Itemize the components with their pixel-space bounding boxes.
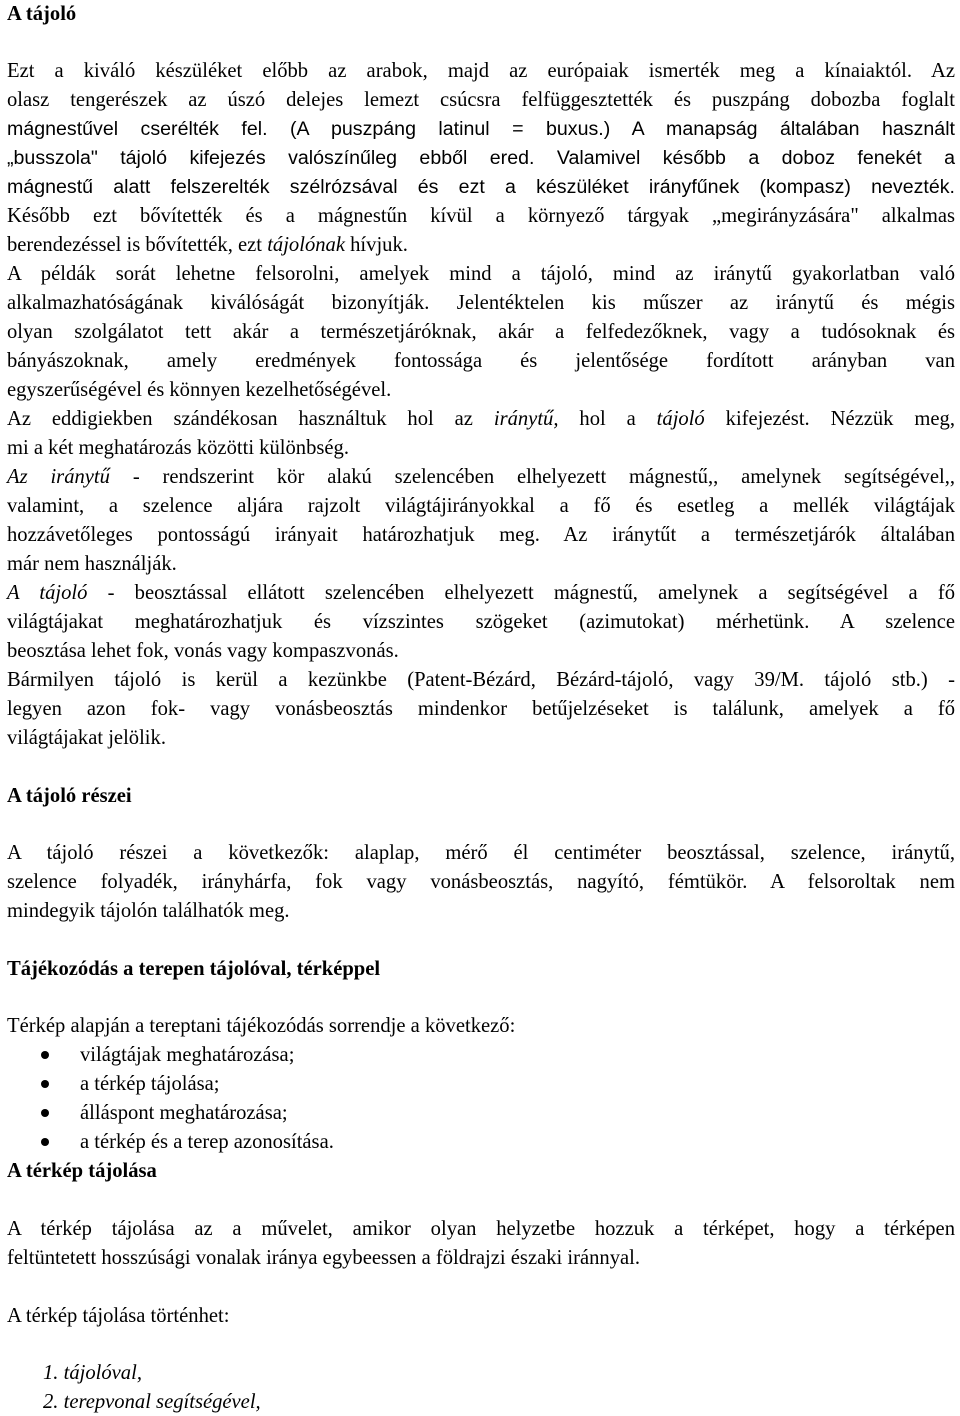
list-item (43, 1390, 261, 1414)
section-heading: A térkép tájolása (7, 1160, 157, 1182)
list-item (43, 1361, 142, 1385)
paragraph-line: Térkép alapján a tereptani tájékozódás sorrendje a következő: (7, 1015, 516, 1037)
paragraph-line: A térkép tájolása az a művelet, amikor olyan helyzetbe hozzuk a térképet, hogy a térképen (7, 1218, 955, 1240)
paragraph-line: beosztása lehet fok, vonás vagy kompaszvonás. (7, 640, 399, 662)
italic-term: iránytű, (493, 408, 559, 430)
italic-term: Az iránytű (7, 466, 110, 488)
paragraph-line (7, 407, 955, 431)
bullet-dot-icon (41, 1080, 49, 1088)
paragraph-line: már nem használják. (7, 553, 177, 575)
paragraph-line: világtájakat jelölik. (7, 727, 166, 749)
text-run: hol a (558, 408, 657, 430)
paragraph-line: Később ezt bővítették és a mágnestűn kívül a környező tárgyak „megirányzására" alkalmas (7, 205, 955, 227)
paragraph-line: valamint, a szelence aljára rajzolt világtájirányokkal a fő és esetleg a mellék világtájak (7, 495, 955, 517)
list-number: 1. (43, 1362, 59, 1384)
paragraph-line: A tájoló részei a következők: alaplap, mérő él centiméter beosztással, szelence, iránytű, (7, 842, 955, 864)
paragraph-line (7, 233, 955, 257)
section-heading: A tájoló részei (7, 785, 132, 807)
paragraph-line: mindegyik tájolón találhatók meg. (7, 900, 290, 922)
paragraph-line: mágnestű alatt felszerelték szélrózsával és ezt a készüléket irányfűnek (kompasz) nevezték. (7, 176, 955, 198)
text-run: berendezéssel is bővítették, ezt (7, 234, 268, 256)
paragraph-line: bányászoknak, amely eredmények fontossága és jelentősége fordított arányban van (7, 350, 955, 372)
text-run: - rendszerint kör alakú szelencében elhelyezett mágnestű,, amelynek segítségével,, (109, 466, 955, 488)
paragraph-line: olasz tengerészek az úszó delejes lemezt csúcsra felfüggesztették és puszpáng dobozba foglalt (7, 89, 955, 111)
paragraph-line: „busszola" tájoló kifejezés valószínűleg ebből ered. Valamivel később a doboz fenekét a (7, 147, 955, 169)
italic-term: tájoló (656, 408, 705, 430)
list-text: terepvonal segítségével, (63, 1391, 261, 1413)
text-run: Az eddigiekben szándékosan használtuk hol az (7, 408, 494, 430)
paragraph-line (7, 465, 955, 489)
list-item: világtájak meghatározása; (80, 1044, 295, 1066)
list-item: a térkép tájolása; (80, 1073, 220, 1095)
bullet-dot-icon (41, 1051, 49, 1059)
paragraph-line: Ezt a kiváló készüléket előbb az arabok, majd az európaiak ismerték meg a kínaiaktól. Az (7, 60, 955, 82)
paragraph-line: világtájakat meghatározhatjuk és vízszintes szögeket (azimutokat) mérhetünk. A szelence (7, 611, 955, 633)
page-title: A tájoló (7, 3, 77, 25)
list-item: álláspont meghatározása; (80, 1102, 288, 1124)
paragraph-line: hozzávetőleges pontosságú irányait határozhatjuk meg. Az iránytűt a természetjárók általában (7, 524, 955, 546)
paragraph-line: Bármilyen tájoló is kerül a kezünkbe (Patent-Bézárd, Bézárd-tájoló, vagy 39/M. tájoló stb.) - (7, 669, 955, 691)
bullet-dot-icon (41, 1109, 49, 1117)
text-run: kifejezést. Nézzük meg, (704, 408, 955, 430)
italic-term: A tájoló (7, 582, 88, 604)
bullet-dot-icon (41, 1138, 49, 1146)
paragraph-line: A példák sorát lehetne felsorolni, amelyek mind a tájoló, mind az iránytű gyakorlatban való (7, 263, 955, 285)
paragraph-line: mi a két meghatározás közötti különbség. (7, 437, 349, 459)
paragraph-line: legyen azon fok- vagy vonásbeosztás mindenkor betűjelzéseket is találunk, amelyek a fő (7, 698, 955, 720)
text-run: - beosztással ellátott szelencében elhelyezett mágnestű, amelynek a segítségével a fő (87, 582, 955, 604)
section-heading: Tájékozódás a terepen tájolóval, térképpel (7, 958, 381, 980)
list-item: a térkép és a terep azonosítása. (80, 1131, 334, 1153)
paragraph-line: feltüntetett hosszúsági vonalak iránya egybeessen a földrajzi északi iránnyal. (7, 1247, 641, 1269)
text-run: hívjuk. (344, 234, 408, 256)
italic-term: tájolónak (267, 234, 345, 256)
list-text: tájolóval, (63, 1362, 142, 1384)
list-number: 2. (43, 1391, 59, 1413)
paragraph-line: olyan szolgálatot tett akár a természetjáróknak, akár a felfedezőknek, vagy a tudósoknak és (7, 321, 955, 343)
paragraph-line: mágnestűvel cserélték fel. (A puszpáng latinul = buxus.) A manapság általában használt (7, 118, 955, 140)
paragraph-line: alkalmazhatóságának kiválóságát bizonyítják. Jelentéktelen kis műszer az iránytű és mégis (7, 292, 955, 314)
paragraph-line: szelence folyadék, irányhárfa, fok vagy vonásbeosztás, nagyító, fémtükör. A felsoroltak nem (7, 871, 955, 893)
paragraph-line: A térkép tájolása történhet: (7, 1305, 230, 1327)
paragraph-line: egyszerűségével és könnyen kezelhetőségével. (7, 379, 392, 401)
paragraph-line (7, 581, 955, 605)
